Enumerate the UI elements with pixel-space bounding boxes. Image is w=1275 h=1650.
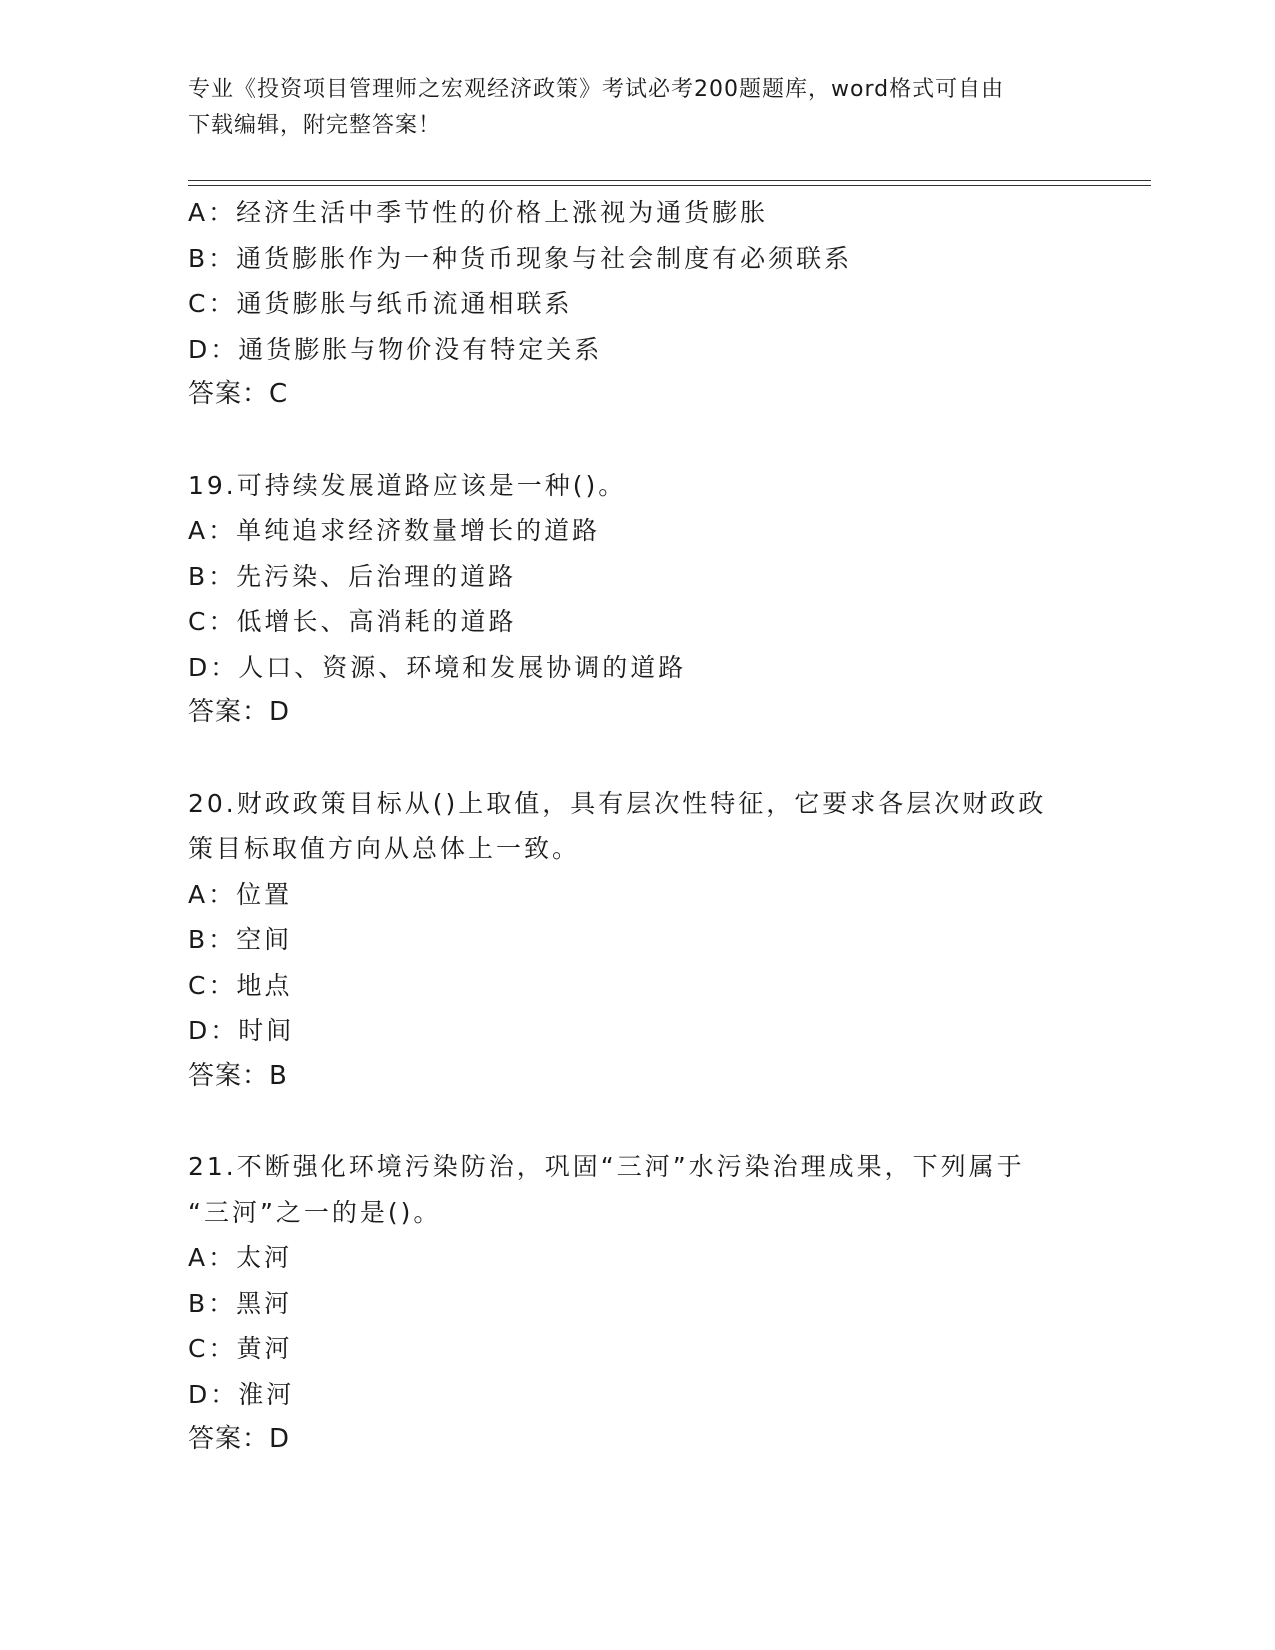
answer: 答案：B [188,1060,288,1091]
option-d: D：人口、资源、环境和发展协调的道路 [188,652,687,682]
spacer [188,736,1088,781]
question-stem-line-2: “三河”之一的是()。 [188,1197,442,1227]
option-d: D：时间 [188,1016,295,1045]
option-a: A：位置 [188,879,293,909]
option-a: A：单纯追求经济数量增长的道路 [188,516,601,545]
option-b: B：空间 [188,925,293,954]
option-d: D：通货膨胀与物价没有特定关系 [188,334,603,364]
spacer [188,1099,1088,1144]
question-21 [188,1144,1088,1463]
document-header [188,72,1088,144]
answer: 答案：C [188,379,289,409]
option-b: B：先污染、后治理的道路 [188,561,517,591]
answer: 答案：D [188,697,291,727]
option-c: C：通货膨胀与纸币流通相联系 [188,289,573,318]
option-c: C：黄河 [188,1334,293,1363]
question-stem: 19.可持续发展道路应该是一种()。 [188,470,627,500]
option-c: C：地点 [188,970,293,1000]
option-a: A：经济生活中季节性的价格上涨视为通货膨胀 [188,198,769,227]
option-b: B：黑河 [188,1288,293,1318]
spacer [188,418,1088,463]
option-c: C：低增长、高消耗的道路 [188,607,517,636]
question-19 [188,463,1088,736]
question-stem-line-2: 策目标取值方向从总体上一致。 [188,834,581,863]
header-divider-bottom [188,185,1151,186]
option-b: B：通货膨胀作为一种货币现象与社会制度有必须联系 [188,243,853,273]
header-line-1: 专业《投资项目管理师之宏观经济政策》考试必考200题题库，word格式可自由 [188,77,1005,102]
question-20 [188,781,1088,1100]
question-list [188,190,1088,1463]
option-a: A：太河 [188,1243,293,1272]
header-line-2: 下载编辑，附完整答案！ [188,113,442,138]
question-18 [188,190,1088,418]
option-d: D：淮河 [188,1379,295,1409]
question-stem-line-1: 20.财政政策目标从()上取值，具有层次性特征，它要求各层次财政政 [188,788,1047,818]
header-divider-top [188,180,1151,181]
question-stem-line-1: 21.不断强化环境污染防治，巩固“三河”水污染治理成果，下列属于 [188,1152,1025,1181]
answer: 答案：D [188,1424,291,1454]
